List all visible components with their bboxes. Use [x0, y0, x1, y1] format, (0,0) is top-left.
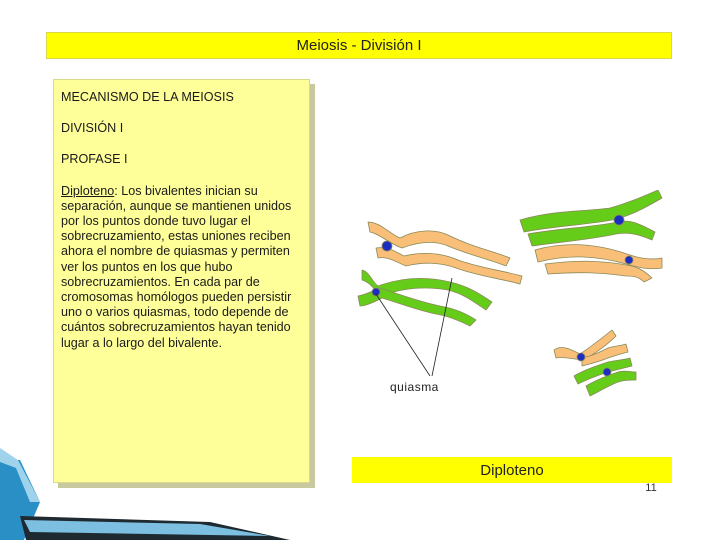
- caption-text: Diploteno: [480, 461, 544, 479]
- slide-title-bar: [46, 32, 672, 59]
- chiasma-dot: [614, 215, 624, 225]
- text-panel: [53, 79, 310, 483]
- heading-mechanism: MECANISMO DE LA MEIOSIS: [61, 90, 234, 104]
- chiasma-pointer-line: [432, 278, 452, 376]
- chromatid-orange-left2: [376, 248, 522, 284]
- chiasma-dot: [625, 256, 633, 264]
- body-text-part2: y permiten ver los puntos en los que hubo sobrecruzamientos. En cada par de cromosomas homólogos pueden persistir uno o varios quiasmas, todo depende de cuántos sobrecruzamientos hayan tenido lugar a lo largo del bivalente.: [61, 244, 292, 350]
- diplotene-paragraph: [61, 184, 303, 351]
- chiasma-label: quiasma: [390, 380, 439, 394]
- corner-decoration: [0, 440, 300, 540]
- slide-title: Meiosis - División I: [296, 37, 422, 54]
- body-text-part1: : Los bivalentes inician su separación, aunque se mantienen unidos por los puntos donde tuvo lugar el sobrecruzamiento, estas uniones reciben ahora el nombre de: [61, 183, 292, 259]
- heading-prophase: PROFASE I: [61, 152, 128, 167]
- chiasma-dot: [603, 368, 611, 376]
- heading-division: DIVISIÓN I: [61, 121, 124, 136]
- term-chiasma: quiasmas: [173, 244, 228, 259]
- slide-number: 11: [645, 482, 657, 494]
- chiasma-dot: [382, 241, 392, 251]
- chiasma-dot: [372, 288, 380, 296]
- diplotene-diagram: [340, 190, 680, 405]
- caption-bar: [352, 457, 672, 483]
- term-diplotene: Diploteno: [61, 183, 115, 198]
- chiasma-dot: [577, 353, 585, 361]
